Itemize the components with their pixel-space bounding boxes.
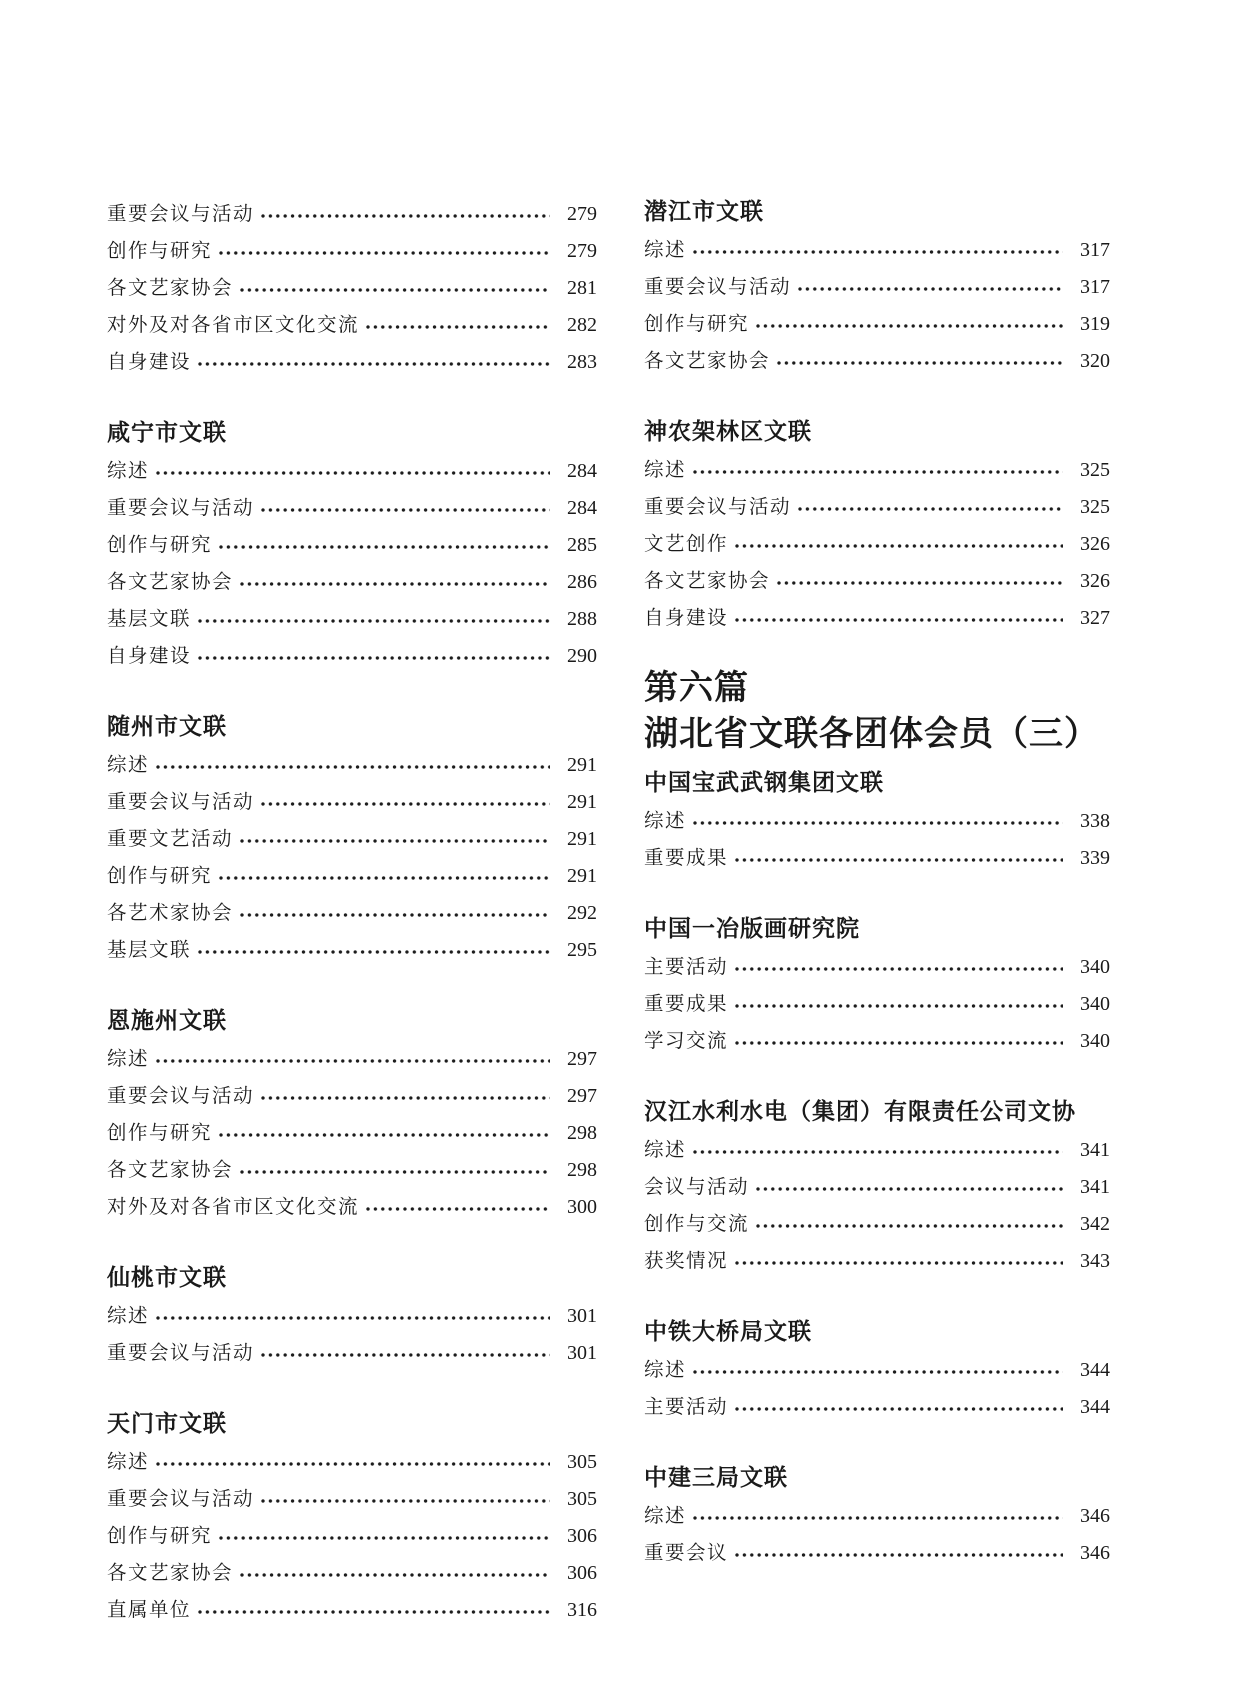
toc-entry-page: 338 — [1080, 810, 1110, 832]
toc-entry-page: 298 — [567, 1122, 597, 1144]
toc-entry-page: 340 — [1080, 956, 1110, 978]
toc-entry-page: 341 — [1080, 1139, 1110, 1161]
toc-entry-page: 325 — [1080, 459, 1110, 481]
dot-leader — [686, 452, 1068, 489]
section-title: 中国宝武武钢集团文联 — [644, 769, 884, 795]
toc-entry-page: 316 — [567, 1599, 597, 1621]
toc-entry-page: 286 — [567, 571, 597, 593]
toc-entry-page: 306 — [567, 1562, 597, 1584]
toc-entry-page: 291 — [567, 754, 597, 776]
toc-entry — [107, 196, 597, 233]
toc-entry-label: 创作与研究 — [644, 314, 750, 335]
dot-leader — [254, 1335, 555, 1372]
toc-entry-page: 341 — [1080, 1176, 1110, 1198]
section-title: 随州市文联 — [107, 713, 227, 739]
toc-section — [644, 1096, 1110, 1280]
toc-entry-page: 297 — [567, 1048, 597, 1070]
toc-entry-page: 342 — [1080, 1213, 1110, 1235]
toc-entry — [644, 1498, 1110, 1535]
section-title: 神农架林区文联 — [644, 418, 812, 444]
toc-entry-label: 创作与研究 — [107, 1123, 213, 1144]
toc-entry-label: 综述 — [644, 460, 687, 481]
toc-entry — [107, 1152, 597, 1189]
toc-entry-label: 创作与研究 — [107, 241, 213, 262]
toc-entry — [107, 344, 597, 381]
toc-section — [107, 1262, 597, 1372]
section-title: 中建三局文联 — [644, 1464, 788, 1490]
toc-entry-page: 317 — [1080, 239, 1110, 261]
section-rows — [107, 453, 597, 675]
toc-entry-label: 获奖情况 — [644, 1251, 729, 1272]
section-title: 恩施州文联 — [107, 1007, 227, 1033]
section-rows — [644, 803, 1110, 877]
section-rows — [107, 1041, 597, 1226]
toc-entry-page: 340 — [1080, 1030, 1110, 1052]
toc-section — [107, 196, 597, 381]
toc-entry-label: 重要会议与活动 — [107, 1343, 255, 1364]
dot-leader — [728, 600, 1068, 637]
section-title: 潜江市文联 — [644, 198, 764, 224]
toc-section — [644, 416, 1110, 637]
dot-leader — [191, 638, 555, 675]
toc-entry-label: 重要会议与活动 — [644, 277, 792, 298]
toc-entry — [107, 490, 597, 527]
toc-entry-label: 综述 — [107, 461, 150, 482]
section-rows — [107, 1444, 597, 1629]
section-title: 天门市文联 — [107, 1410, 227, 1436]
dot-leader — [359, 307, 555, 344]
toc-entry-label: 重要会议 — [644, 1543, 729, 1564]
dot-leader — [212, 1115, 555, 1152]
toc-entry-label: 自身建设 — [107, 646, 192, 667]
toc-entry — [644, 1243, 1110, 1280]
toc-entry-page: 325 — [1080, 496, 1110, 518]
toc-entry-label: 自身建设 — [107, 352, 192, 373]
toc-entry-label: 对外及对各省市区文化交流 — [107, 1197, 360, 1218]
dot-leader — [212, 527, 555, 564]
toc-entry-page: 284 — [567, 497, 597, 519]
toc-entry — [107, 270, 597, 307]
toc-entry-page: 279 — [567, 203, 597, 225]
toc-entry — [107, 932, 597, 969]
toc-entry-page: 298 — [567, 1159, 597, 1181]
toc-entry-page: 319 — [1080, 313, 1110, 335]
toc-section — [107, 1408, 597, 1629]
dot-leader — [728, 840, 1068, 877]
part-heading — [644, 665, 1110, 757]
part-heading-line: 湖北省文联各团体会员（三） — [644, 715, 1099, 753]
toc-entry — [107, 1189, 597, 1226]
dot-leader — [791, 489, 1068, 526]
toc-entry-label: 重要成果 — [644, 848, 729, 869]
toc-entry-page: 339 — [1080, 847, 1110, 869]
toc-entry-page: 306 — [567, 1525, 597, 1547]
toc-entry-label: 主要活动 — [644, 1397, 729, 1418]
section-rows — [644, 1498, 1110, 1572]
toc-entry — [107, 601, 597, 638]
toc-entry-label: 重要会议与活动 — [644, 497, 792, 518]
toc-entry — [107, 784, 597, 821]
toc-entry-page: 317 — [1080, 276, 1110, 298]
dot-leader — [191, 932, 555, 969]
toc-entry-label: 学习交流 — [644, 1031, 729, 1052]
toc-entry — [644, 1535, 1110, 1572]
toc-entry-label: 基层文联 — [107, 609, 192, 630]
toc-entry-label: 综述 — [644, 811, 687, 832]
toc-entry — [107, 1592, 597, 1629]
dot-leader — [233, 564, 555, 601]
toc-entry — [644, 232, 1110, 269]
toc-entry-label: 各文艺家协会 — [107, 1160, 234, 1181]
dot-leader — [791, 269, 1068, 306]
dot-leader — [233, 821, 555, 858]
dot-leader — [770, 343, 1068, 380]
toc-entry — [644, 1169, 1110, 1206]
toc-entry-label: 创作与研究 — [107, 1526, 213, 1547]
section-rows — [107, 196, 597, 381]
toc-entry — [107, 858, 597, 895]
toc-entry-label: 综述 — [107, 1049, 150, 1070]
toc-entry-page: 305 — [567, 1451, 597, 1473]
toc-entry-label: 各文艺家协会 — [644, 571, 771, 592]
dot-leader — [149, 747, 555, 784]
section-rows — [107, 1298, 597, 1372]
toc-entry — [107, 564, 597, 601]
toc-entry-page: 327 — [1080, 607, 1110, 629]
toc-entry — [644, 306, 1110, 343]
toc-entry — [107, 1481, 597, 1518]
toc-entry-label: 文艺创作 — [644, 534, 729, 555]
dot-leader — [212, 858, 555, 895]
dot-leader — [749, 1206, 1068, 1243]
toc-entry-label: 重要会议与活动 — [107, 1489, 255, 1510]
dot-leader — [191, 344, 555, 381]
toc-entry-page: 320 — [1080, 350, 1110, 372]
section-title: 中铁大桥局文联 — [644, 1318, 812, 1344]
toc-entry-label: 对外及对各省市区文化交流 — [107, 315, 360, 336]
toc-entry-page: 291 — [567, 828, 597, 850]
toc-entry-page: 282 — [567, 314, 597, 336]
toc-entry-page: 343 — [1080, 1250, 1110, 1272]
toc-entry-page: 295 — [567, 939, 597, 961]
dot-leader — [149, 1298, 555, 1335]
dot-leader — [728, 526, 1068, 563]
section-title: 咸宁市文联 — [107, 419, 227, 445]
toc-entry-label: 重要会议与活动 — [107, 204, 255, 225]
dot-leader — [728, 949, 1068, 986]
dot-leader — [728, 1389, 1068, 1426]
toc-entry — [107, 527, 597, 564]
toc-entry-label: 综述 — [107, 1306, 150, 1327]
toc-entry-label: 创作与研究 — [107, 866, 213, 887]
dot-leader — [212, 1518, 555, 1555]
dot-leader — [149, 1041, 555, 1078]
toc-entry-page: 283 — [567, 351, 597, 373]
dot-leader — [191, 1592, 555, 1629]
toc-entry-label: 重要文艺活动 — [107, 829, 234, 850]
toc-entry — [107, 1115, 597, 1152]
dot-leader — [254, 1481, 555, 1518]
toc-section — [644, 1316, 1110, 1426]
toc-entry-label: 各文艺家协会 — [107, 1563, 234, 1584]
toc-entry — [644, 840, 1110, 877]
toc-entry-label: 综述 — [644, 240, 687, 261]
dot-leader — [686, 1132, 1068, 1169]
toc-entry — [644, 949, 1110, 986]
dot-leader — [233, 895, 555, 932]
toc-entry-page: 300 — [567, 1196, 597, 1218]
toc-entry-label: 重要会议与活动 — [107, 498, 255, 519]
toc-section — [107, 1005, 597, 1226]
dot-leader — [254, 784, 555, 821]
toc-entry-label: 基层文联 — [107, 940, 192, 961]
dot-leader — [233, 270, 555, 307]
toc-entry-page: 288 — [567, 608, 597, 630]
toc-entry — [107, 233, 597, 270]
dot-leader — [728, 1535, 1068, 1572]
part-heading-line: 第六篇 — [644, 669, 749, 707]
toc-entry-page: 344 — [1080, 1359, 1110, 1381]
toc-entry — [107, 895, 597, 932]
toc-entry-label: 创作与交流 — [644, 1214, 750, 1235]
dot-leader — [233, 1152, 555, 1189]
section-rows — [644, 452, 1110, 637]
toc-entry — [644, 489, 1110, 526]
toc-entry-label: 自身建设 — [644, 608, 729, 629]
toc-entry — [644, 803, 1110, 840]
toc-entry-page: 279 — [567, 240, 597, 262]
toc-entry-label: 各文艺家协会 — [107, 278, 234, 299]
toc-entry-label: 综述 — [644, 1140, 687, 1161]
toc-entry — [644, 343, 1110, 380]
dot-leader — [233, 1555, 555, 1592]
dot-leader — [749, 306, 1068, 343]
toc-entry-page: 301 — [567, 1342, 597, 1364]
toc-entry-page: 344 — [1080, 1396, 1110, 1418]
toc-entry — [644, 1352, 1110, 1389]
dot-leader — [359, 1189, 555, 1226]
toc-entry — [644, 600, 1110, 637]
toc-entry — [644, 1206, 1110, 1243]
toc-entry-page: 297 — [567, 1085, 597, 1107]
toc-entry — [107, 1335, 597, 1372]
toc-entry — [644, 1023, 1110, 1060]
toc-entry — [107, 1444, 597, 1481]
toc-entry-page: 291 — [567, 791, 597, 813]
toc-entry — [644, 1389, 1110, 1426]
toc-entry-label: 各艺术家协会 — [107, 903, 234, 924]
toc-entry — [644, 1132, 1110, 1169]
section-rows — [644, 949, 1110, 1060]
dot-leader — [749, 1169, 1068, 1206]
toc-entry — [644, 269, 1110, 306]
section-title: 汉江水利水电（集团）有限责任公司文协 — [644, 1098, 1076, 1124]
toc-entry-label: 创作与研究 — [107, 535, 213, 556]
toc-entry — [644, 986, 1110, 1023]
toc-entry-label: 综述 — [644, 1506, 687, 1527]
toc-entry — [107, 638, 597, 675]
toc-entry-label: 各文艺家协会 — [644, 351, 771, 372]
toc-entry-label: 综述 — [107, 1452, 150, 1473]
toc-entry-label: 重要会议与活动 — [107, 792, 255, 813]
dot-leader — [770, 563, 1068, 600]
toc-entry-page: 292 — [567, 902, 597, 924]
toc-entry — [644, 526, 1110, 563]
dot-leader — [728, 986, 1068, 1023]
dot-leader — [686, 1498, 1068, 1535]
dot-leader — [149, 1444, 555, 1481]
toc-entry-label: 综述 — [644, 1360, 687, 1381]
dot-leader — [254, 1078, 555, 1115]
toc-entry — [107, 821, 597, 858]
toc-entry — [107, 747, 597, 784]
dot-leader — [254, 490, 555, 527]
dot-leader — [254, 196, 555, 233]
dot-leader — [686, 1352, 1068, 1389]
section-title: 仙桃市文联 — [107, 1264, 227, 1290]
toc-entry — [107, 1078, 597, 1115]
dot-leader — [686, 232, 1068, 269]
dot-leader — [149, 453, 555, 490]
toc-entry — [107, 453, 597, 490]
toc-entry — [644, 563, 1110, 600]
toc-section — [644, 1462, 1110, 1572]
toc-section — [644, 913, 1110, 1060]
toc-entry-page: 346 — [1080, 1505, 1110, 1527]
toc-section — [107, 417, 597, 675]
toc-entry-page: 290 — [567, 645, 597, 667]
toc-column-right — [644, 196, 1110, 1629]
toc-entry-label: 直属单位 — [107, 1600, 192, 1621]
toc-entry — [107, 1298, 597, 1335]
toc-section — [644, 767, 1110, 877]
toc-entry — [644, 452, 1110, 489]
toc-entry-page: 281 — [567, 277, 597, 299]
section-rows — [644, 1132, 1110, 1280]
toc-entry-label: 重要成果 — [644, 994, 729, 1015]
dot-leader — [728, 1023, 1068, 1060]
section-rows — [644, 1352, 1110, 1426]
toc-entry-page: 326 — [1080, 570, 1110, 592]
toc-entry-page: 340 — [1080, 993, 1110, 1015]
section-rows — [107, 747, 597, 969]
dot-leader — [191, 601, 555, 638]
dot-leader — [686, 803, 1068, 840]
toc-entry-page: 346 — [1080, 1542, 1110, 1564]
toc-entry-page: 291 — [567, 865, 597, 887]
toc-entry-label: 会议与活动 — [644, 1177, 750, 1198]
toc-entry — [107, 307, 597, 344]
toc-entry-page: 301 — [567, 1305, 597, 1327]
toc-entry — [107, 1518, 597, 1555]
toc-column-left — [107, 196, 597, 1629]
toc-entry — [107, 1041, 597, 1078]
dot-leader — [212, 233, 555, 270]
toc-entry-page: 326 — [1080, 533, 1110, 555]
toc-section — [107, 711, 597, 969]
toc-entry-label: 综述 — [107, 755, 150, 776]
toc-entry-label: 主要活动 — [644, 957, 729, 978]
toc-entry-label: 各文艺家协会 — [107, 572, 234, 593]
toc-entry-page: 285 — [567, 534, 597, 556]
section-rows — [644, 232, 1110, 380]
toc-entry-label: 重要会议与活动 — [107, 1086, 255, 1107]
toc-entry-page: 284 — [567, 460, 597, 482]
section-title: 中国一冶版画研究院 — [644, 915, 860, 941]
dot-leader — [728, 1243, 1068, 1280]
toc-entry-page: 305 — [567, 1488, 597, 1510]
toc-entry — [107, 1555, 597, 1592]
toc-section — [644, 196, 1110, 380]
